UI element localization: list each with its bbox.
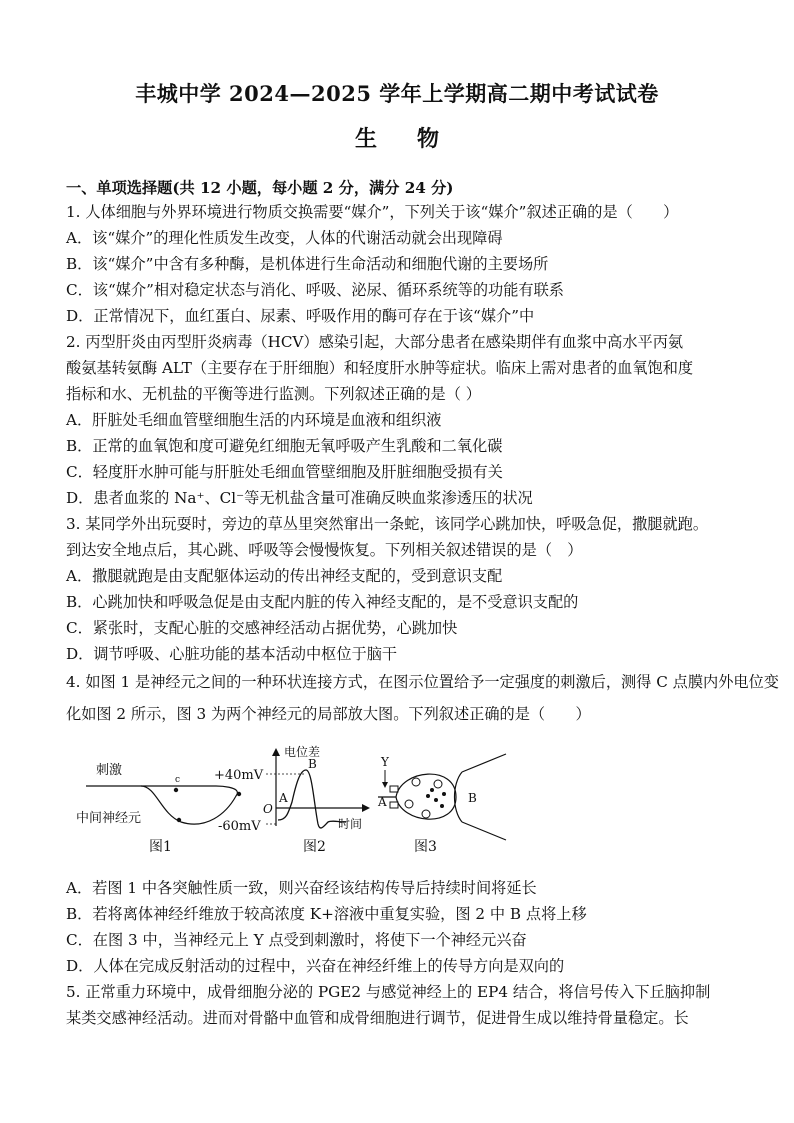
text-line: C．紧张时，支配心脏的交感神经活动占据优势，心跳加快 [66, 619, 458, 637]
section-heading: 一、单项选择题(共 12 小题，每小题 2 分，满分 24 分) [66, 179, 454, 197]
text-line: 到达安全地点后，其心跳、呼吸等会慢慢恢复。下列相关叙述错误的是（ ） [66, 541, 583, 559]
text-line: A．肝脏处毛细血管壁细胞生活的内环境是血液和组织液 [66, 411, 442, 429]
fig1-neuron-label: 中间神经元 [76, 811, 142, 826]
fig3-a-label: A [378, 795, 387, 809]
text-line: A．若图 1 中各突触性质一致，则兴奋经该结构传导后持续时间将延长 [66, 879, 537, 897]
text-line: 化如图 2 所示，图 3 为两个神经元的局部放大图。下列叙述正确的是（ ） [66, 705, 591, 723]
text-line: B．心跳加快和呼吸急促是由支配内脏的传入神经支配的，是不受意识支配的 [66, 593, 579, 611]
fig2-bottom-label: -60mV [218, 819, 261, 834]
fig2-point-b: B [308, 757, 317, 771]
fig3-caption: 图3 [414, 839, 437, 855]
text-line: B．该“媒介”中含有多种酶，是机体进行生命活动和细胞代谢的主要场所 [66, 255, 549, 273]
text-line: 酸氨基转氨酶 ALT（主要存在于肝细胞）和轻度肝水肿等症状。临床上需对患者的血氧饱和度 [66, 359, 694, 377]
text-line: 5. 正常重力环境中，成骨细胞分泌的 PGE2 与感觉神经上的 EP4 结合，将信号传入下丘脑抑制 [66, 983, 711, 1001]
text-line: 某类交感神经活动。进而对骨骼中血管和成骨细胞进行调节，促进骨生成以维持骨量稳定。长 [66, 1009, 689, 1027]
text-line: A．该“媒介”的理化性质发生改变，人体的代谢活动就会出现障碍 [66, 229, 503, 247]
fig2-point-a: A [279, 791, 288, 805]
text-line: 1. 人体细胞与外界环境进行物质交换需要“媒介”，下列关于该“媒介”叙述正确的是（ ） [66, 203, 679, 221]
text-line: C．轻度肝水肿可能与肝脏处毛细血管壁细胞及肝脏细胞受损有关 [66, 463, 503, 481]
text-line: B．正常的血氧饱和度可避免红细胞无氧呼吸产生乳酸和二氧化碳 [66, 437, 503, 455]
text-line: C．该“媒介”相对稳定状态与消化、呼吸、泌尿、循环系统等的功能有联系 [66, 281, 564, 299]
fig3-b-label: B [468, 791, 477, 805]
text-line: D．调节呼吸、心脏功能的基本活动中枢位于脑干 [66, 645, 398, 663]
fig1-c-label: c [175, 775, 181, 785]
neuron-figure [66, 744, 526, 864]
fig2-xlabel: 时间 [338, 817, 363, 831]
subject-title: 生物 [354, 126, 479, 152]
fig2-top-label: +40mV [214, 768, 264, 783]
fig3-y-label: Y [381, 755, 389, 769]
fig1-stimulus-label: 刺激 [96, 763, 123, 778]
fig2-ylabel: 电位差 [284, 745, 321, 759]
text-line: 2. 丙型肝炎由丙型肝炎病毒（HCV）感染引起，大部分患者在感染期伴有血浆中高水平丙氨 [66, 333, 684, 351]
text-line: 指标和水、无机盐的平衡等进行监测。下列叙述正确的是（ ） [66, 385, 481, 403]
text-line: C．在图 3 中，当神经元上 Y 点受到刺激时，将使下一个神经元兴奋 [66, 931, 527, 949]
text-line: B．若将离体神经纤维放于较高浓度 K+溶液中重复实验，图 2 中 B 点将上移 [66, 905, 587, 923]
postsynaptic-membrane [455, 754, 507, 840]
text-line: A．撒腿就跑是由支配躯体运动的传出神经支配的，受到意识支配 [66, 567, 503, 585]
fig2-caption: 图2 [303, 839, 326, 855]
fig1-caption: 图1 [149, 839, 172, 855]
text-line: D．患者血浆的 Na⁺、Cl⁻等无机盐含量可准确反映血浆渗透压的状况 [66, 489, 533, 507]
fig2-origin: O [263, 802, 273, 816]
text-line: D．正常情况下，血红蛋白、尿素、呼吸作用的酶可存在于该“媒介”中 [66, 307, 535, 325]
presynaptic-terminal [378, 774, 456, 819]
text-line: 4. 如图 1 是神经元之间的一种环状连接方式，在图示位置给予一定强度的刺激后，测得 C 点膜内外电位变 [66, 673, 779, 691]
exam-title: 丰城中学 2024—2025 学年上学期高二期中考试试卷 [135, 81, 659, 106]
text-line: 3. 某同学外出玩耍时，旁边的草丛里突然窜出一条蛇，该同学心跳加快，呼吸急促，撒腿就跑。 [66, 515, 709, 533]
text-line: D．人体在完成反射活动的过程中，兴奋在神经纤维上的传导方向是双向的 [66, 957, 565, 975]
potential-curve [278, 770, 346, 828]
